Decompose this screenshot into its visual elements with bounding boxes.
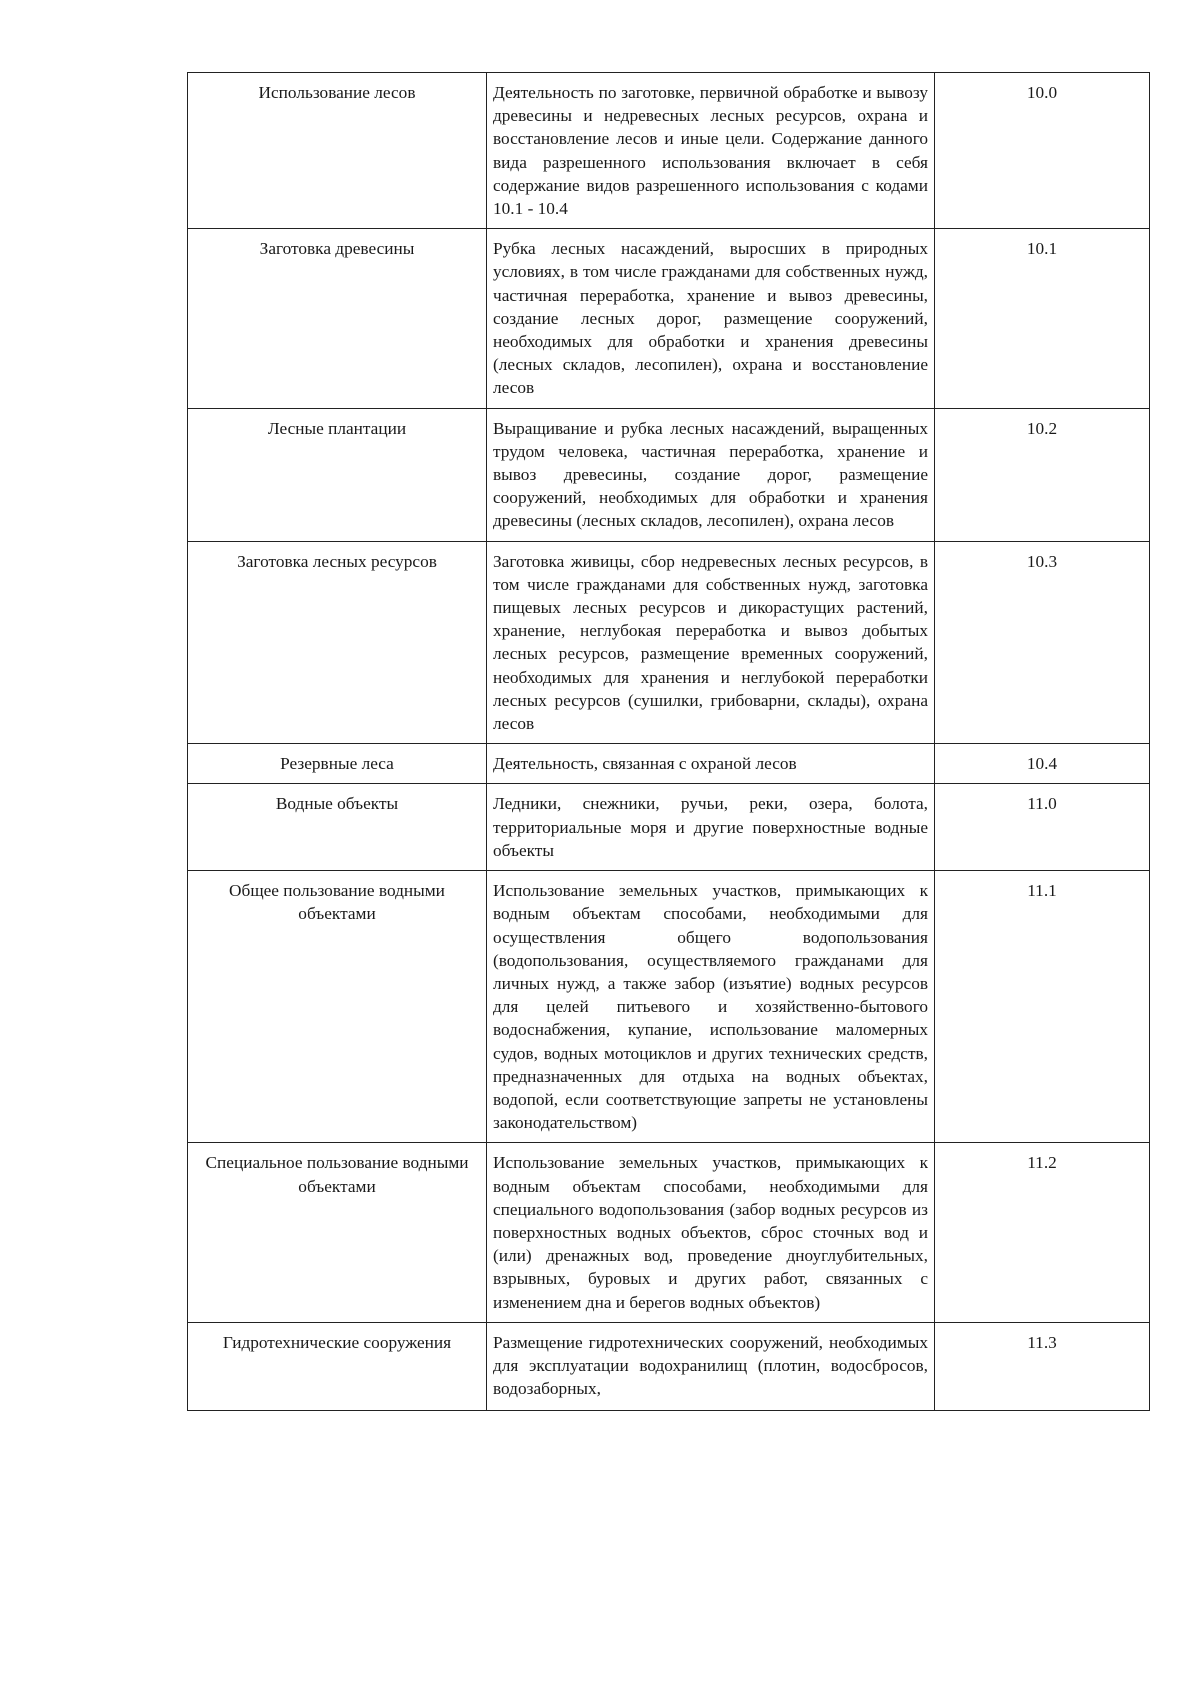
land-use-code-cell: 10.2 — [935, 408, 1150, 541]
table-row — [188, 541, 1150, 744]
table-row — [188, 744, 1150, 784]
land-use-name-cell: Специальное пользование водными объектами — [188, 1143, 487, 1322]
land-use-name-cell: Общее пользование водными объектами — [188, 871, 487, 1143]
land-use-description-cell: Выращивание и рубка лесных насаждений, выращенных трудом человека, частичная переработка, хранение и вывоз древесины, создание дорог, размещение сооружений, необходимых для обработки и хранения древесины (лесных складов, лесопилен), охрана лесов — [487, 408, 935, 541]
land-use-description-cell: Деятельность по заготовке, первичной обработке и вывозу древесины и недревесных лесных ресурсов, охрана и восстановление лесов и иные цели. Содержание данного вида разрешенного использования включает в себя содержание видов разрешенного использования с кодами 10.1 - 10.4 — [487, 73, 935, 229]
land-use-code-cell: 10.3 — [935, 541, 1150, 744]
table-row — [188, 1322, 1150, 1411]
land-use-name-cell: Заготовка лесных ресурсов — [188, 541, 487, 744]
table-row — [188, 229, 1150, 408]
land-use-description-cell: Использование земельных участков, примыкающих к водным объектам способами, необходимыми для осуществления общего водопользования (водопользования, осуществляемого гражданами для личных нужд, а также забор (изъятие) водных ресурсов для целей питьевого и хозяйственно-бытового водоснабжения, купание, использование маломерных судов, водных мотоциклов и других технических средств, предназначенных для отдыха на водных объектах, водопой, если соответствующие запреты не установлены законодательством) — [487, 871, 935, 1143]
land-use-code-cell: 11.1 — [935, 871, 1150, 1143]
land-use-name-cell: Использование лесов — [188, 73, 487, 229]
land-use-code-cell: 10.1 — [935, 229, 1150, 408]
land-use-name-cell: Водные объекты — [188, 784, 487, 871]
land-use-description-cell: Деятельность, связанная с охраной лесов — [487, 744, 935, 784]
table-row — [188, 1143, 1150, 1322]
land-use-description-cell: Использование земельных участков, примыкающих к водным объектам способами, необходимыми для специального водопользования (забор водных ресурсов из поверхностных водных объектов, сброс сточных вод и (или) дренажных вод, проведение дноуглубительных, взрывных, буровых и других работ, связанных с изменением дна и берегов водных объектов) — [487, 1143, 935, 1322]
land-use-table — [187, 72, 1150, 1411]
land-use-name-cell: Резервные леса — [188, 744, 487, 784]
table-row — [188, 871, 1150, 1143]
table-row — [188, 784, 1150, 871]
land-use-description-cell: Рубка лесных насаждений, выросших в природных условиях, в том числе гражданами для собственных нужд, частичная переработка, хранение и вывоз древесины, создание лесных дорог, размещение сооружений, необходимых для обработки и хранения древесины (лесных складов, лесопилен), охрана и восстановление лесов — [487, 229, 935, 408]
land-use-name-cell: Гидротехнические сооружения — [188, 1322, 487, 1411]
land-use-code-cell: 11.3 — [935, 1322, 1150, 1411]
land-use-code-cell: 10.0 — [935, 73, 1150, 229]
table-row — [188, 73, 1150, 229]
table-row — [188, 408, 1150, 541]
land-use-description-cell: Заготовка живицы, сбор недревесных лесных ресурсов, в том числе гражданами для собственных нужд, заготовка пищевых лесных ресурсов и дикорастущих растений, хранение, неглубокая переработка и вывоз добытых лесных ресурсов, размещение временных сооружений, необходимых для хранения и неглубокой переработки лесных ресурсов (сушилки, грибоварни, склады), охрана лесов — [487, 541, 935, 744]
land-use-name-cell: Заготовка древесины — [188, 229, 487, 408]
land-use-description-cell: Ледники, снежники, ручьи, реки, озера, болота, территориальные моря и другие поверхностные водные объекты — [487, 784, 935, 871]
land-use-code-cell: 11.2 — [935, 1143, 1150, 1322]
land-use-code-cell: 11.0 — [935, 784, 1150, 871]
land-use-description-cell: Размещение гидротехнических сооружений, необходимых для эксплуатации водохранилищ (плотин, водосбросов, водозаборных, — [487, 1322, 935, 1411]
land-use-code-cell: 10.4 — [935, 744, 1150, 784]
land-use-name-cell: Лесные плантации — [188, 408, 487, 541]
